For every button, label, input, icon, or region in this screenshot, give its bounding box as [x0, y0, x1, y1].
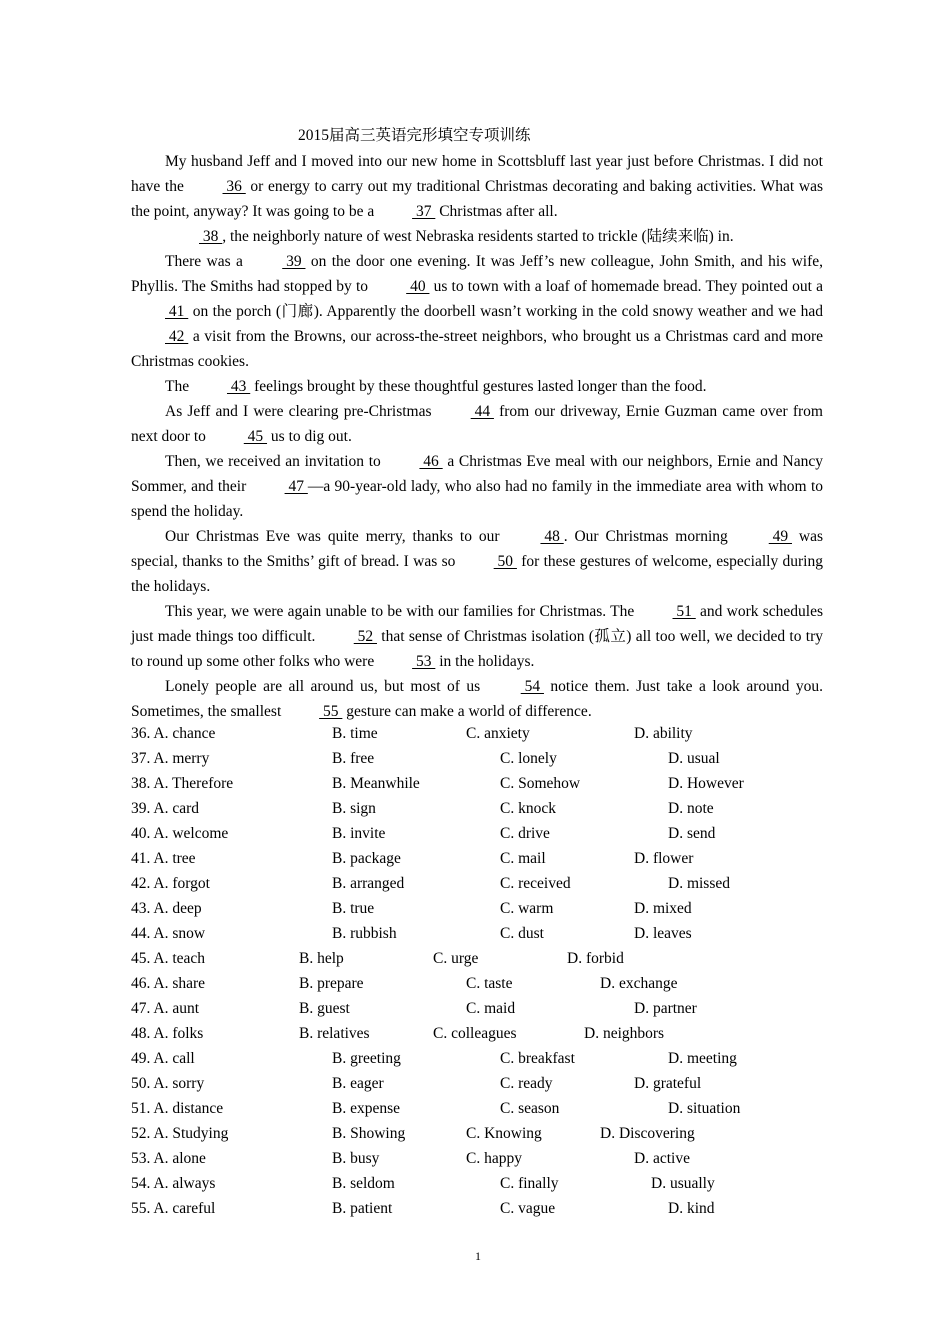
option-d: D. meeting	[668, 1050, 737, 1067]
option-c: C. maid	[466, 1000, 516, 1017]
option-c: C. ready	[500, 1075, 553, 1092]
option-b: B. busy	[332, 1150, 380, 1167]
option-c: C. colleagues	[433, 1025, 517, 1042]
passage-text: My husband Jeff and I moved into our new home in Scottsbluff last year just before Christmas. I did not have the	[131, 153, 823, 195]
paragraph-9	[131, 674, 823, 724]
option-d: D. neighbors	[584, 1025, 665, 1042]
paragraph-7	[131, 524, 823, 599]
option-a: 50. A. sorry	[131, 1075, 205, 1092]
option-b: B. seldom	[332, 1175, 395, 1192]
option-c: C. urge	[433, 950, 479, 967]
passage-text: Then, we received an invitation to	[165, 453, 386, 470]
passage-text: . Our Christmas morning	[563, 528, 735, 545]
option-c: C. finally	[500, 1175, 559, 1192]
page-number: 1	[475, 1249, 481, 1263]
passage-text: that sense of Christmas isolation (孤立) all too well, we decided to try to round up some other folks who were	[131, 628, 823, 670]
blank-38: 38	[199, 228, 223, 245]
option-row	[131, 1096, 823, 1121]
option-c: C. vague	[500, 1200, 556, 1217]
option-d: D. However	[668, 775, 744, 792]
option-b: B. Showing	[332, 1125, 406, 1142]
option-row	[131, 1121, 823, 1146]
blank-44: 44	[470, 403, 494, 420]
blank-36: 36	[222, 178, 246, 195]
passage-text: Our Christmas Eve was quite merry, thanks to our	[165, 528, 507, 545]
blank-43: 43	[226, 378, 251, 395]
option-b: B. eager	[332, 1075, 384, 1092]
option-a: 40. A. welcome	[131, 825, 229, 842]
option-b: B. help	[299, 950, 344, 967]
passage-text: , the neighborly nature of west Nebraska residents started to trickle (陆续来临) in.	[222, 228, 734, 245]
option-a: 43. A. deep	[131, 900, 202, 917]
option-b: B. prepare	[299, 975, 364, 992]
blank-49: 49	[768, 528, 792, 545]
option-a: 44. A. snow	[131, 925, 206, 942]
blank-50: 50	[493, 553, 517, 570]
option-row	[131, 746, 823, 771]
option-a: 38. A. Therefore	[131, 775, 234, 792]
passage-text: notice them. Just take a look around you. Sometimes, the smallest	[131, 678, 824, 720]
option-b: B. invite	[332, 825, 386, 842]
option-b: B. free	[332, 750, 375, 767]
option-row	[131, 1046, 823, 1071]
paragraph-3	[131, 249, 823, 374]
option-row	[131, 1146, 823, 1171]
option-d: D. partner	[634, 1000, 697, 1017]
blank-37: 37	[412, 203, 436, 220]
option-d: D. usually	[651, 1175, 715, 1192]
paragraph-6	[131, 449, 823, 524]
passage-text: Christmas after all.	[435, 203, 558, 220]
passage-text: and work schedules just made things too difficult.	[131, 603, 823, 645]
option-c: C. warm	[500, 900, 554, 917]
option-b: B. arranged	[332, 875, 405, 892]
option-d: D. situation	[668, 1100, 741, 1117]
option-b: B. package	[332, 850, 401, 867]
blank-53: 53	[412, 653, 436, 670]
option-c: C. knock	[500, 800, 556, 817]
passage-text: feelings brought by these thoughtful gestures lasted longer than the food.	[250, 378, 707, 395]
option-d: D. missed	[668, 875, 730, 892]
option-a: 54. A. always	[131, 1175, 216, 1192]
option-a: 41. A. tree	[131, 850, 196, 867]
passage-text: from our driveway, Ernie Guzman came over from next door to	[131, 403, 823, 445]
paragraph-4	[131, 374, 823, 399]
passage-text: or energy to carry out my traditional Christmas decorating and baking activities. What was the point, anyway? It was going to be a	[131, 178, 823, 220]
option-d: D. Discovering	[600, 1125, 695, 1142]
passage-text: in the holidays.	[435, 653, 535, 670]
paragraph-2	[131, 224, 823, 249]
option-d: D. usual	[668, 750, 720, 767]
option-c: C. breakfast	[500, 1050, 575, 1067]
option-b: B. sign	[332, 800, 376, 817]
option-d: D. kind	[668, 1200, 715, 1217]
blank-47: 47	[284, 478, 308, 495]
option-b: B. Meanwhile	[332, 775, 420, 792]
paragraph-5	[131, 399, 823, 449]
option-row	[131, 1171, 823, 1196]
option-a: 46. A. share	[131, 975, 206, 992]
paragraph-8	[131, 599, 823, 674]
option-a: 47. A. aunt	[131, 1000, 200, 1017]
option-d: D. send	[668, 825, 716, 842]
blank-41: 41	[165, 303, 189, 320]
option-a: 55. A. careful	[131, 1200, 216, 1217]
option-b: B. relatives	[299, 1025, 370, 1042]
option-b: B. expense	[332, 1100, 401, 1117]
option-row	[131, 896, 823, 921]
option-row	[131, 796, 823, 821]
option-a: 51. A. distance	[131, 1100, 224, 1117]
option-row	[131, 871, 823, 896]
option-a: 53. A. alone	[131, 1150, 206, 1167]
paragraph-1	[131, 149, 823, 224]
option-row	[131, 821, 823, 846]
option-row	[131, 946, 823, 971]
passage-text: Lonely people are all around us, but most of us	[165, 678, 487, 695]
option-d: D. note	[668, 800, 714, 817]
passage-text: for these gestures of welcome, especially during the holidays.	[131, 553, 823, 595]
option-d: D. ability	[634, 725, 693, 742]
passage-text: us to town with a loaf of homemade bread. They pointed out a	[429, 278, 823, 295]
option-b: B. rubbish	[332, 925, 397, 942]
option-row	[131, 1021, 823, 1046]
option-row	[131, 996, 823, 1021]
option-c: C. dust	[500, 925, 544, 942]
option-a: 52. A. Studying	[131, 1125, 229, 1142]
blank-39: 39	[282, 253, 306, 270]
option-c: C. lonely	[500, 750, 557, 767]
option-a: 48. A. folks	[131, 1025, 204, 1042]
passage-text: This year, we were again unable to be with our families for Christmas. The	[165, 603, 639, 620]
passage-text: —a 90-year-old lady, who also had no family in the immediate area with whom to spend the holiday.	[131, 478, 824, 520]
passage-text: a Christmas Eve meal with our neighbors, Ernie and Nancy Sommer, and their	[131, 453, 823, 495]
page-title: 2015届高三英语完形填空专项训练	[298, 127, 531, 144]
option-b: B. true	[332, 900, 375, 917]
passage-text: a visit from the Browns, our across-the-street neighbors, who brought us a Christmas card and more Christmas cookies.	[131, 328, 823, 370]
option-d: D. mixed	[634, 900, 692, 917]
option-c: C. drive	[500, 825, 550, 842]
blank-54: 54	[520, 678, 544, 695]
blank-46: 46	[419, 453, 443, 470]
blank-51: 51	[672, 603, 696, 620]
option-a: 36. A. chance	[131, 725, 216, 742]
passage-text: There was a	[165, 253, 249, 270]
blank-45: 45	[243, 428, 268, 445]
option-a: 39. A. card	[131, 800, 200, 817]
option-row	[131, 921, 823, 946]
option-c: C. Knowing	[466, 1125, 542, 1142]
option-a: 45. A. teach	[131, 950, 206, 967]
option-row	[131, 1071, 823, 1096]
option-d: D. leaves	[634, 925, 692, 942]
option-row	[131, 846, 823, 871]
option-row	[131, 1196, 823, 1221]
option-a: 37. A. merry	[131, 750, 210, 767]
option-b: B. time	[332, 725, 378, 742]
passage-text: on the porch (门廊). Apparently the doorbell wasn’t working in the cold snowy weather and we had	[188, 303, 823, 320]
blank-40: 40	[406, 278, 430, 295]
option-d: D. exchange	[600, 975, 678, 992]
option-b: B. patient	[332, 1200, 393, 1217]
option-c: C. season	[500, 1100, 560, 1117]
passage-text: us to dig out.	[267, 428, 352, 445]
blank-42: 42	[165, 328, 189, 345]
option-b: B. greeting	[332, 1050, 401, 1067]
option-c: C. anxiety	[466, 725, 530, 742]
passage-text: gesture can make a world of difference.	[342, 703, 592, 720]
option-row	[131, 971, 823, 996]
answer-options	[131, 721, 823, 1221]
option-c: C. happy	[466, 1150, 522, 1167]
blank-48: 48	[540, 528, 564, 545]
option-b: B. guest	[299, 1000, 350, 1017]
option-d: D. forbid	[567, 950, 624, 967]
option-d: D. grateful	[634, 1075, 702, 1092]
passage-text: The	[165, 378, 193, 395]
option-c: C. received	[500, 875, 571, 892]
option-d: D. active	[634, 1150, 690, 1167]
passage-text: on the door one evening. It was Jeff’s new colleague, John Smith, and his wife, Phyllis. The Smiths had stopped by to	[131, 253, 823, 295]
cloze-passage	[131, 149, 823, 724]
passage-text: As Jeff and I were clearing pre-Christmas	[165, 403, 437, 420]
option-d: D. flower	[634, 850, 694, 867]
blank-55: 55	[319, 703, 343, 720]
option-a: 49. A. call	[131, 1050, 195, 1067]
passage-text: was special, thanks to the Smiths’ gift of bread. I was so	[131, 528, 824, 570]
option-c: C. mail	[500, 850, 546, 867]
option-a: 42. A. forgot	[131, 875, 210, 892]
option-c: C. taste	[466, 975, 513, 992]
option-row	[131, 771, 823, 796]
blank-52: 52	[353, 628, 377, 645]
option-c: C. Somehow	[500, 775, 581, 792]
option-row	[131, 721, 823, 746]
